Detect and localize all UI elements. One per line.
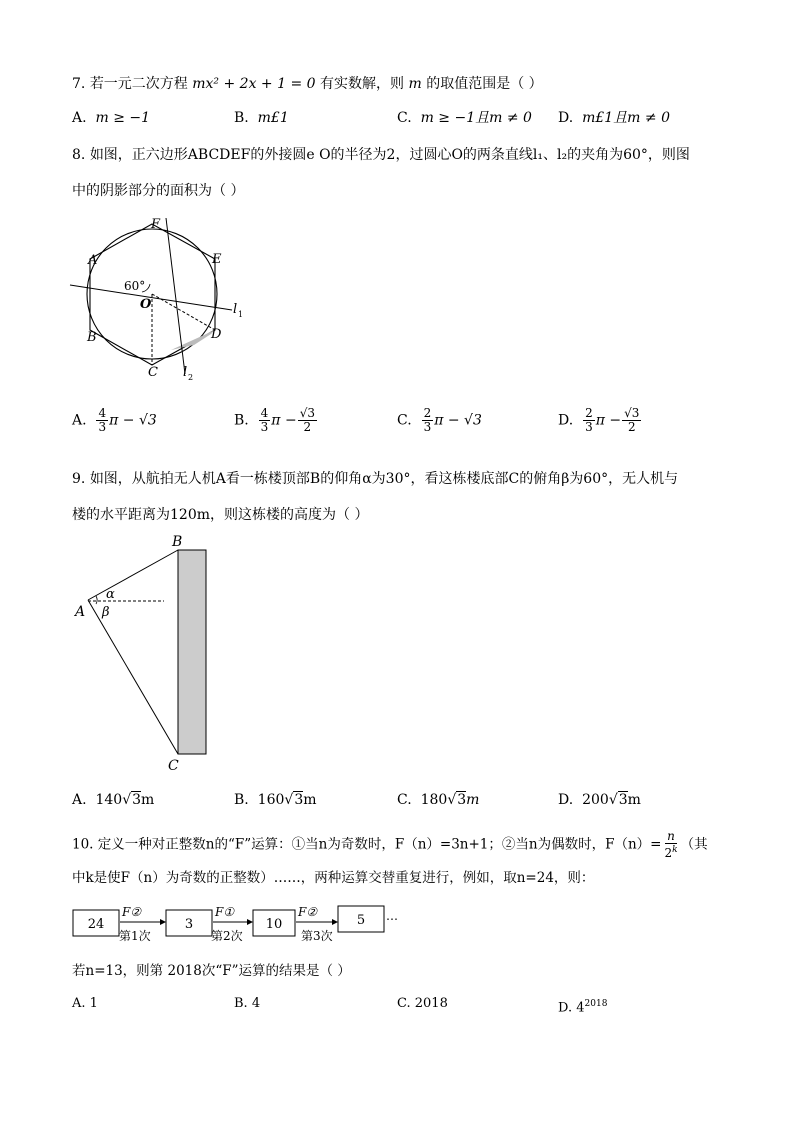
question-text: 如图，从航拍无人机A看一栋楼顶部B的仰角α为30°，看这栋楼底部C的俯角β为60°，无人机与 [89,471,679,487]
option-d[interactable] [558,790,641,810]
option-label: C. [397,110,412,126]
option-b[interactable] [234,407,318,434]
hexagon-figure [66,212,256,384]
option-label: B. [234,792,249,808]
option-label: A. [72,412,87,429]
angle-arc [96,596,97,604]
arrow-label-bottom: 第1次 [119,929,151,943]
label-a: A [88,253,98,268]
numerator: 2 [423,406,432,420]
option-text: π − [595,412,622,429]
question-8 [72,145,690,165]
denominator [662,844,679,860]
option-label: D. [558,1000,573,1016]
flow-box-value: 5 [356,913,366,928]
numerator: √3 [299,406,315,420]
option-label: A. [72,996,86,1011]
radicand: 3 [132,792,142,808]
option-base: 4 [576,1000,585,1016]
denominator-exponent: k [672,845,678,855]
option-label: A. [72,792,87,808]
question-10 [72,830,708,860]
question-8-line2: 中的阴影部分的面积为（ ） [72,183,245,199]
label-d: D [211,327,222,342]
denominator: 3 [98,420,107,434]
denominator: 3 [423,420,432,434]
arrow-label-top: F① [215,905,235,919]
fraction [298,407,317,434]
f-operation-flowchart [70,900,400,946]
option-c[interactable] [397,108,532,128]
question-9 [72,469,678,489]
equation: mx² + 2x + 1 = 0 [192,76,316,92]
numerator: 4 [260,406,269,420]
question-number: 7. [72,76,86,92]
option-label: C. [397,792,412,808]
option-text: 1 [89,996,98,1011]
line-ab [88,550,178,600]
radicand: 3 [294,792,304,808]
option-text: m ≥ −1 [95,110,151,126]
arrow-head [160,919,166,925]
label-angle: 60° [124,279,146,293]
option-label: A. [72,110,87,126]
label-c: C [168,758,179,774]
option-text: π − √3 [109,412,157,429]
option-label: B. [234,996,248,1011]
option-label: B. [234,110,249,126]
label-l2: l [183,365,188,380]
denominator-base: 2 [664,846,673,860]
coefficient: 200 [582,792,609,808]
label-b: B [172,534,183,550]
label-l2-sub: 2 [188,373,194,382]
option-b[interactable] [234,790,317,810]
option-a[interactable] [72,790,154,810]
question-text: 如图，正六边形ABCDEF的外接圆e O的半径为2，过圆心O的两条直线l₁、l₂的夹角为60°，则图 [89,147,690,163]
denominator: 3 [585,420,593,434]
numerator: 2 [585,406,593,420]
option-text: m£1且m ≠ 0 [582,110,670,126]
denominator: 2 [303,420,312,434]
unit: m [303,792,317,808]
option-c[interactable] [397,994,448,1014]
fraction [259,407,271,434]
question-7 [72,74,543,94]
label-alpha: α [106,587,115,602]
option-c[interactable] [397,790,479,810]
arrow-label-bottom: 第3次 [301,929,333,943]
radicand: 3 [457,792,467,808]
denominator: 3 [260,420,269,434]
option-label: B. [234,412,249,429]
option-d[interactable] [558,994,607,1018]
fraction [622,407,641,434]
line-l2 [166,218,185,374]
option-text: π − [271,412,297,429]
fraction [422,407,434,434]
option-a[interactable] [72,407,157,434]
option-label: C. [397,412,412,429]
label-e: E [212,252,222,267]
question-10-line3: 若n=13，则第 2018次“F”运算的结果是（ ） [72,963,351,979]
question-text: 的取值范围是（ ） [426,76,543,92]
label-c: C [148,365,158,380]
label-o: O [140,297,152,312]
flow-box-value: 10 [265,917,283,932]
question-number: 9. [72,471,86,487]
label-b: B [87,330,97,345]
option-c[interactable] [397,407,482,434]
line-ac [88,600,178,754]
label-l1-sub: 1 [238,310,244,319]
coefficient: 160 [257,792,285,808]
arrow-label-bottom: 第2次 [211,929,243,943]
fraction [583,407,595,434]
radical-sign: √ [284,792,294,808]
radicand: 3 [618,792,628,808]
unit: m [627,792,641,808]
question-number: 8. [72,147,86,163]
radical-sign: √ [608,792,618,808]
option-text: π − √3 [434,412,482,429]
radical-sign: √ [447,792,457,808]
question-number: 10. [72,836,94,853]
option-b[interactable] [234,994,260,1014]
question-text: 有实数解，则 [320,76,405,92]
arrow-head [247,919,253,925]
option-label: D. [558,792,574,808]
drone-building-figure [66,530,216,775]
flow-box-value: 3 [184,917,194,932]
coefficient: 180 [420,792,448,808]
option-a[interactable] [72,994,98,1014]
option-a[interactable] [72,108,150,128]
option-b[interactable] [234,108,289,128]
shaded-region [171,330,215,350]
label-l1: l [233,302,238,317]
option-label: C. [397,996,411,1011]
label-a: A [75,604,86,620]
option-label: D. [558,412,574,429]
option-text: m£1 [257,110,289,126]
unit: m [141,792,155,808]
building [178,550,206,754]
question-text: （其 [680,836,708,853]
option-d[interactable] [558,407,642,434]
fraction [662,830,679,860]
numerator: n [667,829,675,843]
radical-sign: √ [122,792,132,808]
fraction [96,407,108,434]
denominator: 2 [627,420,636,434]
option-d[interactable] [558,108,670,128]
question-9-line2: 楼的水平距离为120m，则这栋楼的高度为（ ） [72,507,369,523]
label-f: F [151,217,161,232]
arrow-label-top: F② [122,905,142,919]
option-label: D. [558,110,574,126]
variable: m [408,76,422,92]
option-text: 2018 [414,996,448,1011]
unit: m [466,792,480,808]
arrow-label-top: F② [298,905,318,919]
question-text: 若一元二次方程 [89,76,188,92]
option-exponent: 2018 [584,999,608,1009]
option-text: 4 [251,996,261,1011]
label-beta: β [102,605,110,620]
flow-box-value: 24 [87,917,105,932]
arrow-head [332,919,338,925]
question-text: 定义一种对正整数n的“F”运算：①当n为奇数时，F（n）=3n+1；②当n为偶数时，F（n）= [97,836,662,853]
flow-ellipsis: … [386,909,398,923]
numerator: 4 [98,406,107,420]
question-10-line2: 中k是使F（n）为奇数的正整数）……，两种运算交替重复进行，例如，取n=24，则： [72,870,595,886]
option-text: m ≥ −1且m ≠ 0 [420,110,532,126]
coefficient: 140 [95,792,123,808]
numerator: √3 [624,406,640,420]
